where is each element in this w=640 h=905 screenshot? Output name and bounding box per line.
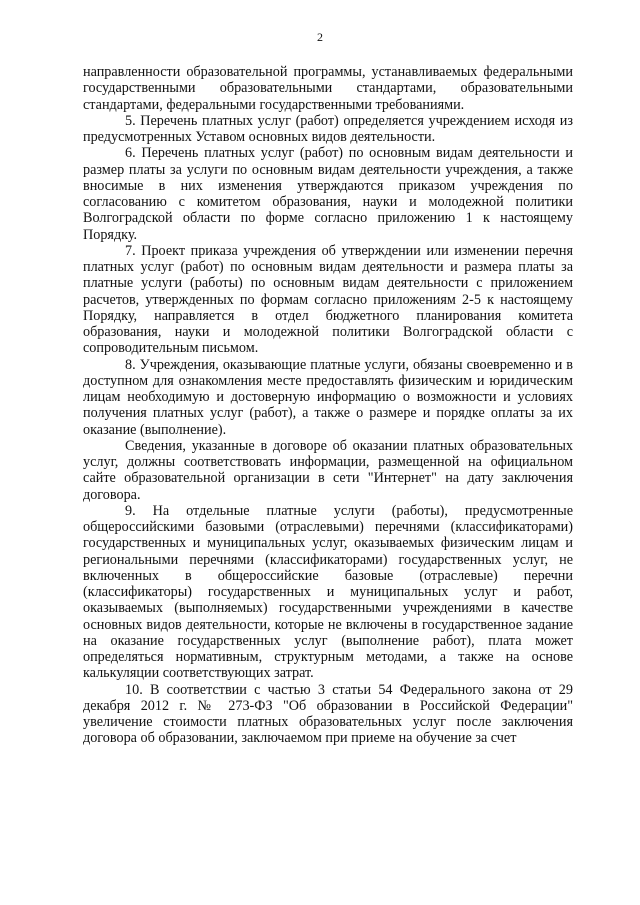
paragraph-6: 6. Перечень платных услуг (работ) по основным видам деятельности и размер платы за услуги по основным видам деятельности учреждения, а также вносимые в них изменения утверждаются приказом учреждения по согласованию с комитетом образования, науки и молодежной политики Волгоградской области по форме согласно приложению 1 к настоящему Порядку.: [83, 145, 573, 243]
document-body: [83, 64, 573, 747]
paragraph-9: 9. На отдельные платные услуги (работы), предусмотренные общероссийскими базовыми (отраслевыми) перечнями (классификаторами) государственных и муниципальных услуг, оказываемых физическим лицам и региональными перечнями (классификаторами) государственных услуг, не включенных в общероссийские базовые (отраслевые) перечни (классификаторы) государственных и муниципальных услуг и работ, оказываемых (выполняемых) государственными учреждениями в качестве основных видов деятельности, которые не включены в государственное задание на оказание государственных услуг (выполнение работ), плата может определяться нормативным, структурным методами, а также на основе калькуляции соответствующих затрат.: [83, 502, 573, 682]
paragraph-5: 5. Перечень платных услуг (работ) определяется учреждением исходя из предусмотренных Уставом основных видов деятельности.: [83, 112, 573, 145]
paragraph-continuation: направленности образовательной программы, устанавливаемых федеральными государственными образовательными стандартами, образовательными стандартами, федеральными государственными требованиями.: [83, 64, 573, 113]
paragraph-8: 8. Учреждения, оказывающие платные услуги, обязаны своевременно и в доступном для ознакомления месте предоставлять физическим и юридическим лицам необходимую и достоверную информацию о возможности и условиях получения платных услуг (работ), а также о размере и порядке оплаты за их оказание (выполнение).: [83, 356, 573, 438]
paragraph-7: 7. Проект приказа учреждения об утверждении или изменении перечня платных услуг (работ) по основным видам деятельности и размера платы за платные услуги (работы) по основным видам деятельности с приложением расчетов, утвержденных по формам согласно приложениям 2-5 к настоящему Порядку, направляется в отдел бюджетного планирования комитета образования, науки и молодежной политики Волгоградской области с сопроводительным письмом.: [83, 242, 573, 357]
page-number: 2: [317, 30, 323, 44]
paragraph-8-details: Сведения, указанные в договоре об оказании платных образовательных услуг, должны соответствовать информации, размещенной на официальном сайте образовательной организации в сети "Интернет" на дату заключения договора.: [83, 437, 573, 503]
paragraph-10: 10. В соответствии с частью 3 статьи 54 Федерального закона от 29 декабря 2012 г. № 273-ФЗ "Об образовании в Российской Федерации" увеличение стоимости платных образовательных услуг после заключения договора об образовании, заключаемом при приеме на обучение за счет: [83, 681, 573, 747]
